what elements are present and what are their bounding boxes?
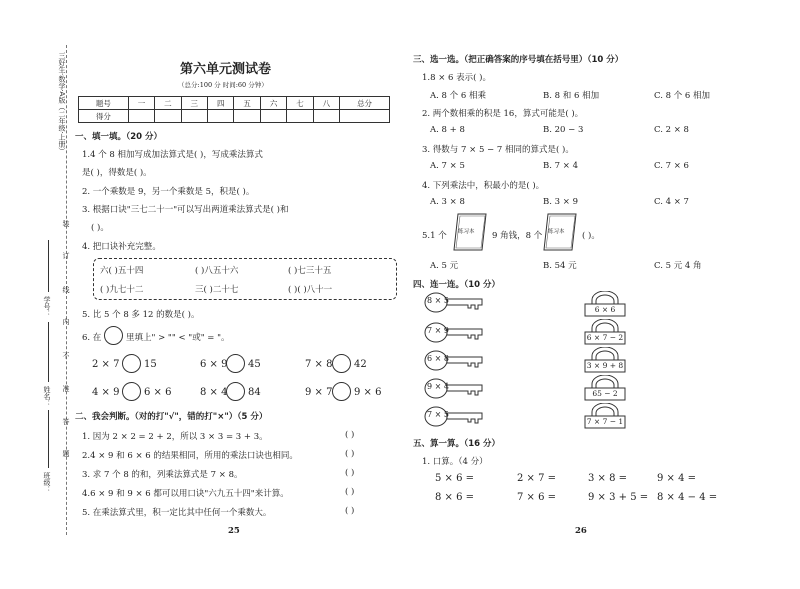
key-label: 8 × 5	[427, 296, 449, 305]
score-header-cell: 八	[313, 97, 339, 110]
score-header-cell: 总分	[340, 97, 390, 110]
kou-jue-item: 三( )二十七	[195, 285, 239, 295]
seal-char: 准	[62, 385, 70, 392]
score-cell[interactable]	[128, 110, 154, 123]
oral-calc-item[interactable]: 8 × 6 =	[435, 492, 475, 503]
student-id-label: 学号：	[43, 296, 51, 317]
question-2: 2. 一个乘数是 9，另一个乘数是 5，积是( )。	[82, 187, 255, 197]
name-label: 姓名：	[43, 386, 51, 407]
compare-circle-sample	[104, 326, 123, 345]
kou-jue-item: ( )九七十二	[100, 285, 144, 295]
score-header-cell: 七	[287, 97, 313, 110]
score-table	[78, 96, 390, 123]
choice-option[interactable]: B. 7 × 4	[543, 161, 578, 171]
question-4: 4. 把口诀补充完整。	[82, 242, 161, 252]
section-2-heading: 二、我会判断。（对的打"√"，错的打"×"）（5 分）	[75, 412, 268, 422]
seal-char: 不	[62, 352, 70, 359]
key-item[interactable]	[424, 292, 486, 313]
score-cell[interactable]	[234, 110, 260, 123]
compare-right: 6 × 6	[144, 387, 172, 398]
exam-meta: （总分:100 分 时间:60 分钟）	[178, 81, 268, 89]
lock-label: 6 × 7 − 2	[586, 333, 624, 342]
lock-label: 3 × 9 + 8	[586, 361, 624, 370]
page-number-right: 26	[575, 526, 587, 536]
compare-right: 84	[248, 387, 261, 398]
judge-answer[interactable]: ( )	[345, 430, 355, 440]
judge-answer[interactable]: ( )	[345, 506, 355, 516]
page-number-left: 25	[228, 526, 240, 536]
choice-q5c: ( )。	[582, 231, 600, 241]
judge-answer[interactable]: ( )	[345, 468, 355, 478]
judge-item: 3. 求 7 个 8 的和，列乘法算式是 7 × 8。	[82, 470, 243, 480]
choice-q1: 1.8 × 6 表示( )。	[422, 73, 491, 83]
oral-calc-item[interactable]: 9 × 4 =	[657, 473, 697, 484]
compare-left: 7 × 8	[305, 359, 333, 370]
kou-jue-item: ( )八五十六	[195, 266, 239, 276]
lock-item[interactable]	[582, 403, 628, 429]
choice-q5b: 9 角钱，8 个	[492, 231, 543, 241]
key-item[interactable]	[424, 322, 486, 343]
score-cell[interactable]	[260, 110, 286, 123]
choice-option[interactable]: B. 3 × 9	[543, 197, 578, 207]
score-cell[interactable]	[340, 110, 390, 123]
lock-label: 7 × 7 − 1	[586, 417, 624, 426]
key-item[interactable]	[424, 378, 486, 399]
notebook-image	[452, 212, 488, 252]
choice-option[interactable]: C. 7 × 6	[654, 161, 689, 171]
question-5: 5. 比 5 个 8 多 12 的数是( )。	[82, 310, 200, 320]
question-3a: 3. 根据口诀"三七二十一"可以写出两道乘法算式是( )和	[82, 205, 289, 215]
oral-calc-subheading: 1. 口算。（4 分）	[422, 457, 488, 467]
choice-option[interactable]: C. 4 × 7	[654, 197, 689, 207]
compare-circle[interactable]	[226, 382, 245, 401]
kou-jue-item: ( )( )八十一	[288, 285, 333, 295]
score-header-cell: 题号	[79, 97, 129, 110]
section-4-heading: 四、连一连。（10 分）	[413, 280, 501, 290]
score-header-cell: 五	[234, 97, 260, 110]
kou-jue-item: ( )七三十五	[288, 266, 332, 276]
lock-item[interactable]	[582, 375, 628, 401]
compare-circle[interactable]	[332, 354, 351, 373]
compare-left: 6 × 9	[200, 359, 228, 370]
oral-calc-item[interactable]: 8 × 4 − 4 =	[657, 492, 718, 503]
score-header-cell: 三	[181, 97, 207, 110]
compare-left: 4 × 9	[92, 387, 120, 398]
compare-circle[interactable]	[122, 382, 141, 401]
choice-option[interactable]: A. 5 元	[430, 261, 459, 271]
judge-item: 5. 在乘法算式里，积一定比其中任何一个乘数大。	[82, 508, 272, 518]
lock-item[interactable]	[582, 291, 628, 317]
key-label: 7 × 5	[427, 410, 449, 419]
seal-char: 答	[62, 418, 70, 425]
oral-calc-item[interactable]: 3 × 8 =	[588, 473, 628, 484]
choice-option[interactable]: A. 8 + 8	[430, 125, 465, 135]
compare-circle[interactable]	[332, 382, 351, 401]
key-label: 7 × 9	[427, 326, 449, 335]
oral-calc-item[interactable]: 9 × 3 + 5 =	[588, 492, 649, 503]
score-cell[interactable]	[181, 110, 207, 123]
compare-left: 2 × 7	[92, 359, 120, 370]
compare-left: 8 × 4	[200, 387, 228, 398]
judge-answer[interactable]: ( )	[345, 487, 355, 497]
compare-left: 9 × 7	[305, 387, 333, 398]
lock-label: 6 × 6	[594, 305, 616, 314]
notebook-image	[542, 212, 578, 252]
score-header-cell: 一	[128, 97, 154, 110]
score-cell[interactable]	[155, 110, 181, 123]
score-cell[interactable]	[287, 110, 313, 123]
choice-option[interactable]: C. 2 × 8	[654, 125, 689, 135]
key-item[interactable]	[424, 350, 486, 371]
section-1-heading: 一、填一填。（20 分）	[75, 132, 163, 142]
score-cell[interactable]	[313, 110, 339, 123]
score-header-cell: 二	[155, 97, 181, 110]
choice-option[interactable]: A. 7 × 5	[430, 161, 465, 171]
judge-answer[interactable]: ( )	[345, 449, 355, 459]
question-3b: ( )。	[91, 223, 109, 233]
choice-option[interactable]: C. 5 元 4 角	[654, 261, 702, 271]
page-title: 第六单元测试卷	[180, 62, 272, 77]
choice-q2: 2. 两个数相乘的积是 16，算式可能是( )。	[422, 109, 584, 119]
compare-right: 15	[144, 359, 157, 370]
student-id-line[interactable]	[48, 240, 49, 292]
question-6a: 6. 在	[82, 333, 102, 343]
choice-option[interactable]: A. 8 个 6 相乘	[430, 91, 486, 101]
oral-calc-item[interactable]: 7 × 6 =	[517, 492, 557, 503]
book-series-vertical: 三好生·数学·A版（二年级·上册）	[58, 52, 66, 155]
notebook-label: 练习本	[458, 229, 475, 235]
choice-q5a: 5.1 个	[422, 231, 447, 241]
section-5-heading: 五、算一算。（16 分）	[413, 439, 501, 449]
choice-q3: 3. 得数与 7 × 5 − 7 相同的算式是( )。	[422, 145, 574, 155]
kou-jue-item: 六( )五十四	[100, 266, 144, 276]
notebook-label: 练习本	[548, 229, 565, 235]
key-label: 6 × 8	[427, 354, 449, 363]
choice-option[interactable]: B. 54 元	[543, 261, 577, 271]
lock-item[interactable]	[582, 347, 628, 373]
key-label: 9 × 4	[427, 382, 449, 391]
compare-right: 45	[248, 359, 261, 370]
key-item[interactable]	[424, 406, 486, 427]
choice-option[interactable]: B. 8 和 6 相加	[543, 91, 600, 101]
score-header-cell: 四	[208, 97, 234, 110]
judge-item: 1. 因为 2 × 2 = 2 + 2，所以 3 × 3 = 3 + 3。	[82, 432, 268, 442]
compare-right: 9 × 6	[354, 387, 382, 398]
question-1a: 1.4 个 8 相加写成加法算式是( )，写成乘法算式	[82, 150, 263, 160]
lock-item[interactable]	[582, 319, 628, 345]
question-1b: 是( )，得数是( )。	[82, 168, 152, 178]
seal-char: 内	[62, 318, 70, 325]
oral-calc-item[interactable]: 5 × 6 =	[435, 473, 475, 484]
section-3-heading: 三、选一选。（把正确答案的序号填在括号里）（10 分）	[413, 55, 624, 65]
oral-calc-item[interactable]: 2 × 7 =	[517, 473, 557, 484]
score-cell[interactable]	[208, 110, 234, 123]
name-line[interactable]	[48, 322, 49, 382]
seal-char: 线	[62, 286, 70, 293]
seal-char: 题	[62, 450, 70, 457]
compare-circle[interactable]	[122, 354, 141, 373]
judge-item: 2.4 × 9 和 6 × 6 的结果相同，所用的乘法口诀也相同。	[82, 451, 298, 461]
seal-char: 装	[62, 220, 70, 227]
compare-right: 42	[354, 359, 367, 370]
judge-item: 4.6 × 9 和 9 × 6 都可以用口诀"六九五十四"来计算。	[82, 489, 289, 499]
question-6b: 里填上" > "" < "或" = "。	[126, 333, 230, 343]
lock-label: 65 − 2	[592, 389, 618, 398]
compare-circle[interactable]	[226, 354, 245, 373]
choice-option[interactable]: B. 20 − 3	[543, 125, 584, 135]
class-line[interactable]	[48, 410, 49, 468]
choice-option[interactable]: C. 8 个 6 相加	[654, 91, 711, 101]
seal-char: 订	[62, 252, 70, 259]
score-header-cell: 六	[260, 97, 286, 110]
score-row-label: 得分	[79, 110, 129, 123]
choice-q4: 4. 下列乘法中，积最小的是( )。	[422, 181, 545, 191]
choice-option[interactable]: A. 3 × 8	[430, 197, 465, 207]
class-label: 班级：	[43, 472, 51, 493]
